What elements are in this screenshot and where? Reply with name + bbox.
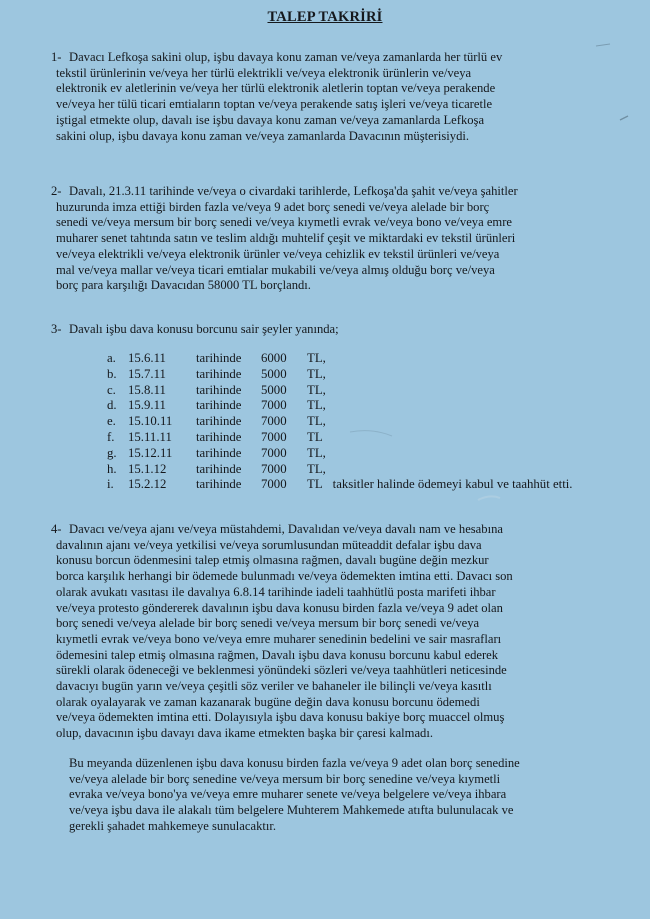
text-line: olarak avukatı vasıtası ile davalıya 6.8.14 tarihinde iadeli taahhütlü posta marifeti ihbar [56,584,496,599]
text-line: Bu meyanda düzenlenen işbu dava konusu birden fazla ve/veya 9 adet olan borç senedine [69,756,520,770]
text-line: Davacı ve/veya ajanı ve/veya müstahdemi, Davalıdan ve/veya davalı nam ve hesabına [69,522,503,536]
paragraph-number: 3- [51,322,62,336]
text-line: huzurunda imza ettiği birden fazla ve/veya 9 adet borç senedi ve/veya alelade bir borç [56,199,490,214]
installment-item: e. 15.10.11 tarihinde 7000 TL, [107,414,326,429]
text-line: borç senedi ve/veya alelade bir borç senedi ve/veya mersum bir borç senedi ve/veya [56,616,480,631]
text-line: iştigal etmekte olup, davalı ise işbu davaya konu zaman ve/veya zamanlarda Lefkoşa [56,112,485,127]
paragraph-number: 1- [51,50,62,64]
text-line: Davacı Lefkoşa sakini olup, işbu davaya konu zaman ve/veya zamanlarda her türlü ev [69,50,503,64]
paragraph-4 [51,522,576,742]
paragraph-2 [51,184,576,294]
text-line: Davalı, 21.3.11 tarihinde ve/veya o civardaki tarihlerde, Lefkoşa'da şahit ve/veya şahitler [69,184,518,198]
text-line: ve/veya her tülü ticari emtiaların toptan ve/veya perakende satış işleri ve/veya ticaretle [56,97,493,112]
installment-item: f. 15.11.11 tarihinde 7000 TL [107,429,323,444]
text-line: gerekli şahadet mahkemeye sunulacaktır. [69,818,277,833]
document-title: TALEP TAKRİRİ [267,9,383,25]
installment-item: i. 15.2.12 tarihinde 7000 TL taksitler halinde ödemeyi kabul ve taahhüt etti. [107,477,573,492]
paragraph-5 [69,756,589,835]
text-line: ve/veya işbu dava ile alakalı tüm belgelere Muhterem Mahkemede atıfta bulunulacak ve [69,803,514,818]
paragraph-1 [51,50,576,144]
installment-list [107,351,573,493]
installment-item: a. 15.6.11 tarihinde 6000 TL, [107,351,326,365]
text-line: davalının ajanı ve/veya yetkilisi ve/veya sorumlusundan müteaddit defalar işbu dava [56,537,482,552]
text-line: ödemesini talep etmiş olmasına rağmen, Davalı işbu dava konusu borcunu kabul ederek [56,647,499,662]
text-line: tekstil ürünlerinin ve/veya her türlü elektrikli ve/veya elektronik ürünlerin ve/veya [56,65,472,80]
text-line: kıymetli evrak ve/veya bono ve/veya emre muharer senedinin bedelini ve sair masrafları [56,631,502,646]
text-line: ve/veya alelade bir borç senedine ve/veya mersum bir borç senedine ve/veya kıymetli [69,771,501,786]
text-line: muharer senet tahtında satın ve teslim aldığı muhtelif çeşit ve miktardaki ev tekstil ürünleri [56,231,516,246]
text-line: olarak oyalayarak ve zaman kazanarak bugüne değin dava konusu borcunu ödemedi [56,694,480,709]
installment-item: d. 15.9.11 tarihinde 7000 TL, [107,398,326,413]
text-line: borç para karşılığı Davacıdan 58000 TL borçlandı. [56,278,311,293]
paragraph-3 [51,322,576,338]
text-line: ve/veya elektrikli ve/veya elektronik ürünler ve/veya cehizlik ev tekstil ürünleri ve/veya [56,246,500,261]
text-line: davacıyı bugün yarın ve/veya çeşitli söz veriler ve bahaneler ile bilinçli ve/veya kasıtlı [56,679,492,694]
installment-item: h. 15.1.12 tarihinde 7000 TL, [107,461,326,476]
text-line: ve/veya ödemekten imtina etti. Dolayısıyla işbu dava konusu bakiye borç muaccel olmuş [56,710,505,725]
text-line: sakini olup, işbu davaya konu zaman ve/veya zamanlarda Davacının müşterisiydi. [56,128,470,143]
text-line: Davalı işbu dava konusu borcunu sair şeyler yanında; [69,322,339,336]
installment-item: g. 15.12.11 tarihinde 7000 TL, [107,445,326,460]
text-line: olup, davacının işbu davayı dava ikame etmekten başka bir çaresi kalmadı. [56,726,433,741]
text-line: mal ve/veya mallar ve/veya ticari emtialar mukabili ve/veya almış olduğu borç ve/veya [56,262,495,277]
text-line: evraka ve/veya bono'ya ve/veya emre muharer senete ve/veya belgelere ve/veya ihbara [69,787,507,802]
text-line: borca karşılık herhangi bir ödemede bulunmadı ve/veya ödemekten imtina etti. Davacı son [56,569,513,584]
paragraph-number: 4- [51,522,62,536]
installment-tail: taksitler halinde ödemeyi kabul ve taahhüt etti. [332,477,573,492]
text-line: ve/veya protesto göndererek davalının işbu dava konusu birden fazla ve/veya 9 adet olan [56,600,503,615]
text-line: konusu borcun ödenmesini talep etmiş olmasına rağmen, davalı bugüne değin mezkur [56,553,489,568]
installment-item: c. 15.8.11 tarihinde 5000 TL, [107,382,326,397]
paragraph-number: 2- [51,184,62,198]
installment-item: b. 15.7.11 tarihinde 5000 TL, [107,366,326,381]
text-line: elektronik ev aletlerinin ve/veya her türlü elektronik aletlerin toptan ve/veya perakende [56,81,496,96]
text-line: sürekli olarak ödeneceği ve beklenmesi yönündeki sözleri ve/veya taahhütleri neticesinde [56,663,507,678]
text-line: senedi ve/veya mersum bir borç senedi ve/veya kıymetli evrak ve/veya bono ve/veya emre [56,215,513,230]
